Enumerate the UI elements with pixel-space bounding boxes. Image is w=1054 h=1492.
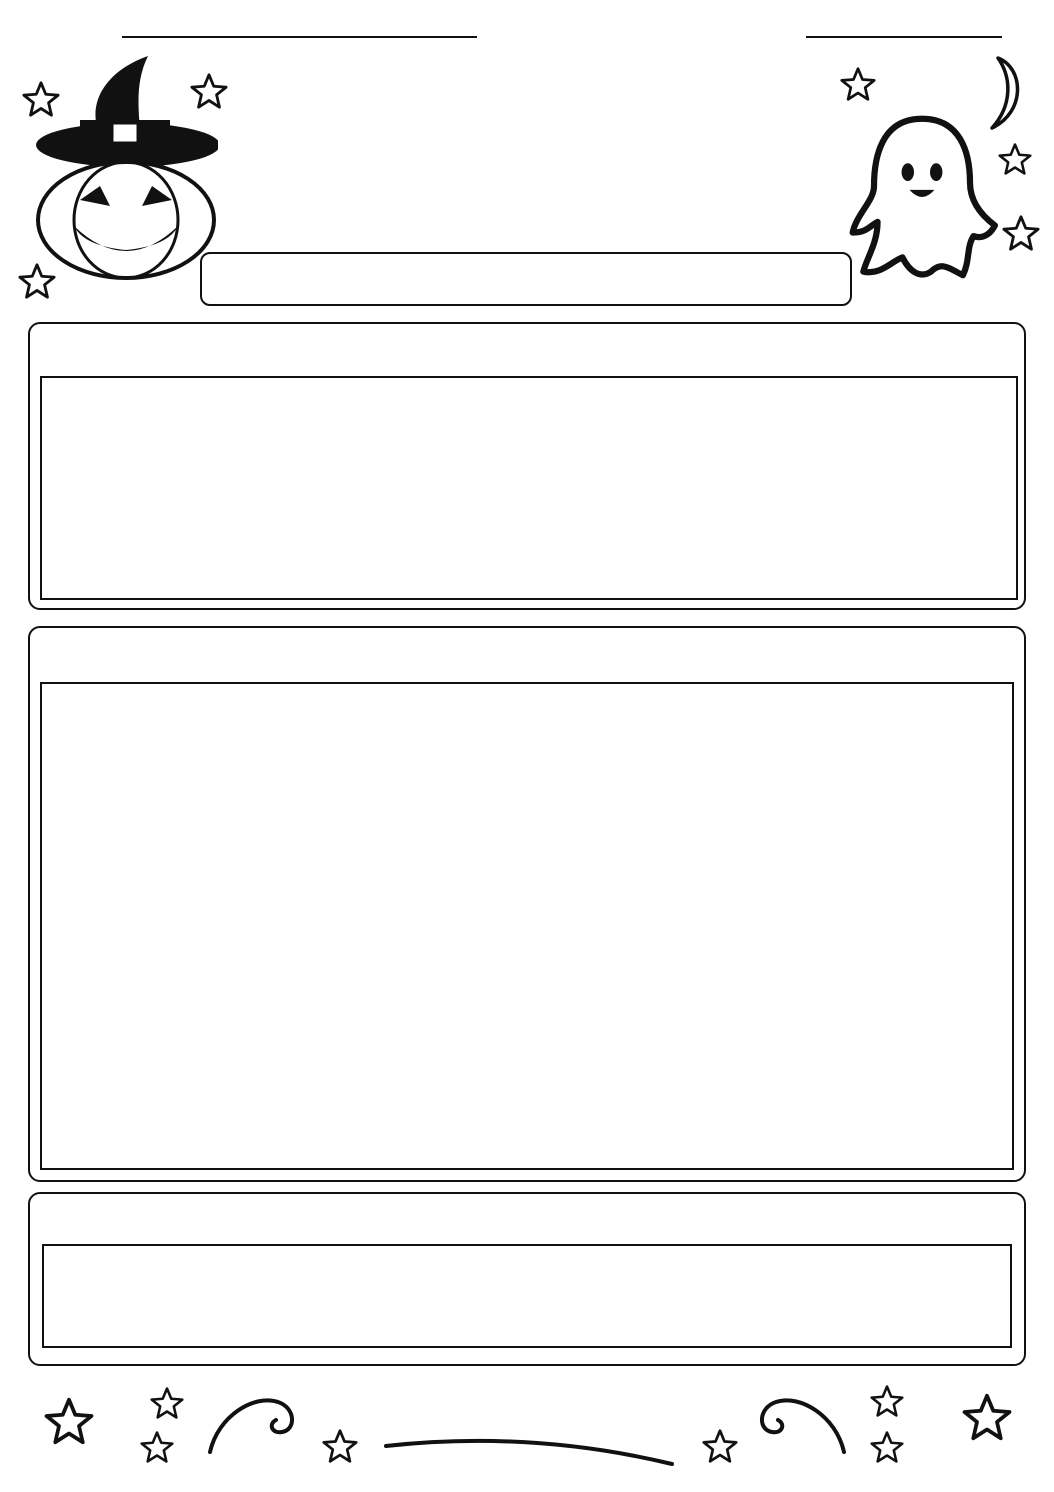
page-title [250, 50, 840, 71]
star-decoration-icon [150, 1386, 184, 1420]
star-decoration-icon [140, 1430, 174, 1464]
smile-curve-icon [380, 1434, 680, 1474]
star-decoration-icon [870, 1430, 904, 1464]
star-decoration-icon [22, 80, 60, 118]
star-decoration-icon [840, 66, 876, 102]
date-field[interactable] [806, 36, 1002, 38]
star-decoration-icon [44, 1396, 94, 1446]
swirl-icon [204, 1386, 304, 1456]
graph-grid [40, 682, 1014, 1170]
star-decoration-icon [870, 1384, 904, 1418]
star-decoration-icon [702, 1428, 738, 1464]
rolls-table [42, 1244, 1012, 1348]
star-decoration-icon [962, 1392, 1012, 1442]
star-decoration-icon [322, 1428, 358, 1464]
page-subtitle [250, 150, 840, 171]
star-decoration-icon [18, 262, 56, 300]
instructions-box [200, 252, 852, 306]
die-faces-table [40, 376, 1018, 600]
graph-panel [28, 626, 1026, 1182]
die-faces-panel [28, 322, 1026, 610]
rolls-panel [28, 1192, 1026, 1366]
star-decoration-icon [998, 142, 1032, 176]
moon-icon [968, 54, 1030, 132]
name-field[interactable] [122, 36, 477, 38]
swirl-icon [750, 1386, 850, 1456]
star-decoration-icon [1002, 214, 1040, 252]
star-decoration-icon [190, 72, 228, 110]
